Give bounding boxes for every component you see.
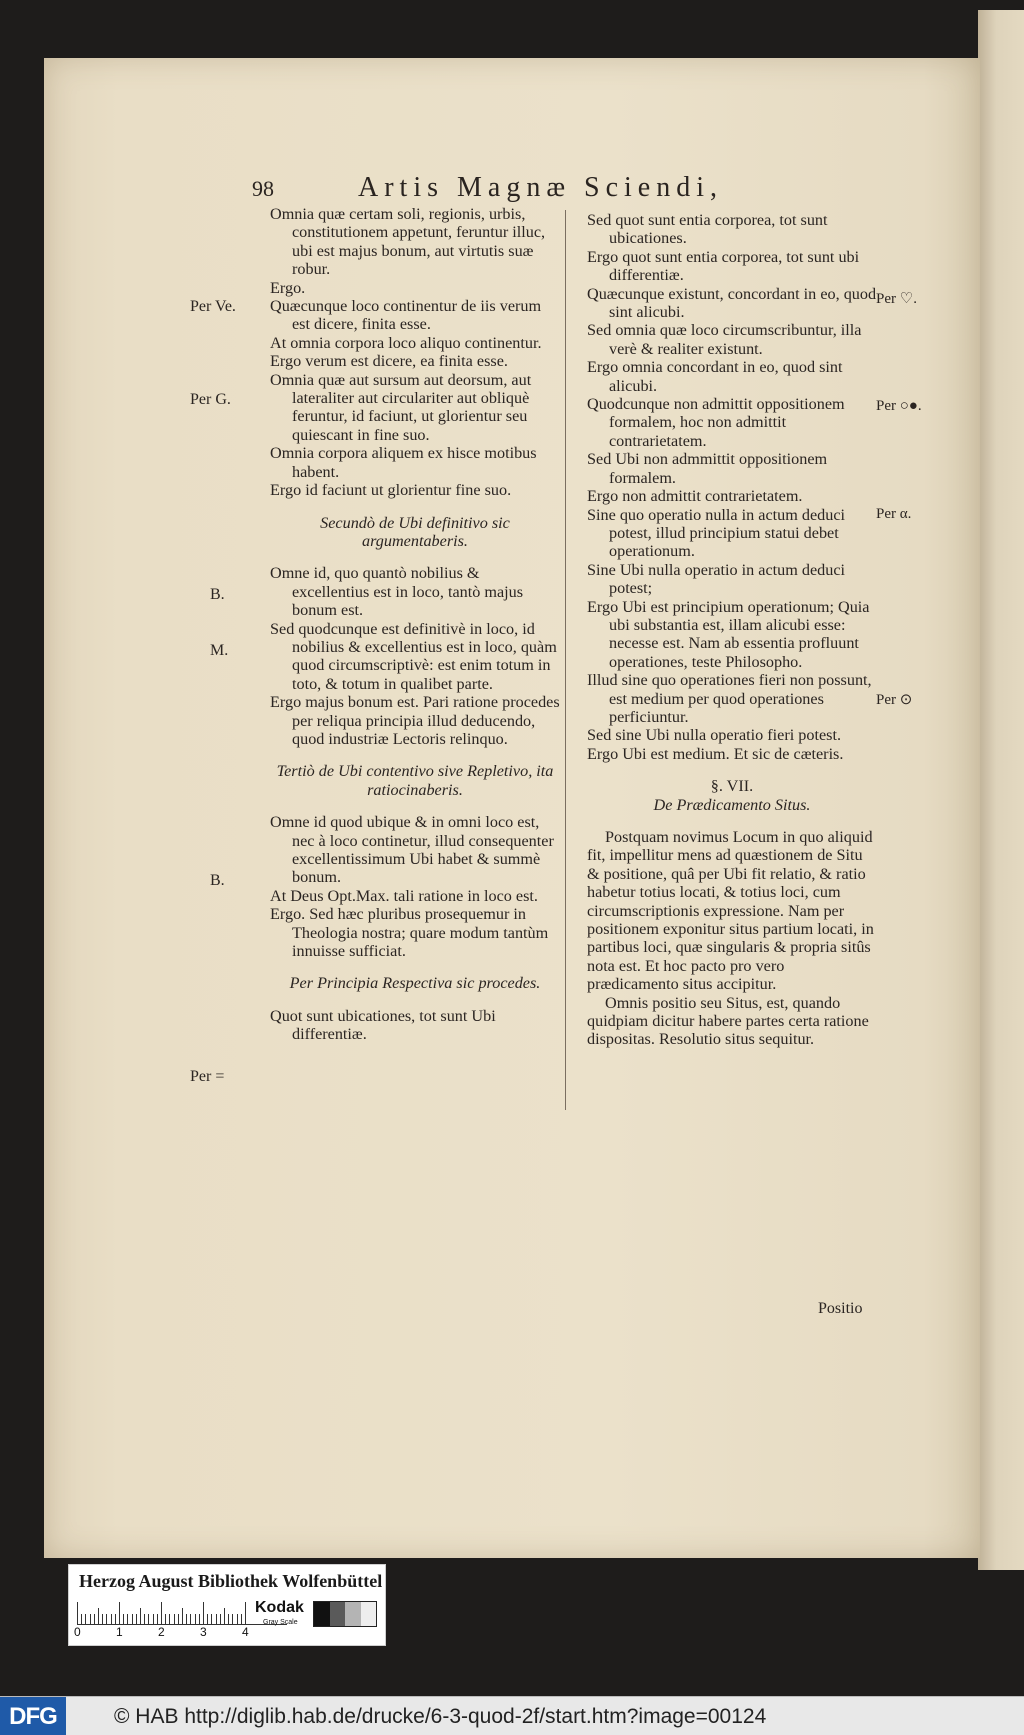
kodak-logo: Kodak (255, 1599, 304, 1616)
ruler-tick (174, 1614, 175, 1624)
paragraph-gap (270, 993, 560, 1007)
margin-note: Per ♡. (876, 291, 917, 307)
footer-bar (0, 1696, 1024, 1735)
gray-step (345, 1602, 361, 1626)
text-paragraph: At omnia corpora loco aliquo continentur. (270, 333, 542, 352)
ruler-tick (224, 1608, 225, 1624)
text-paragraph: Sed omnia quæ loco circumscribuntur, illa verè & realiter existunt. (587, 321, 862, 358)
margin-note: Per Ve. (190, 298, 236, 315)
ruler-tick (237, 1614, 238, 1624)
ruler-tick (199, 1614, 200, 1624)
text-paragraph: De Prædicamento Situs. (653, 795, 811, 814)
text-paragraph: Omnis positio seu Situs, est, quando quidpiam dicitur habere partes certa ratione dispositas. Resolutio situs sequitur. (587, 993, 869, 1049)
facing-page-edge (978, 10, 1024, 1570)
left-text-column (270, 205, 560, 1044)
text-paragraph: Quodcunque non admittit oppositionem formalem, hoc non admittit contrarietatem. (587, 395, 845, 450)
margin-note: B. (210, 586, 225, 603)
margin-note: M. (210, 642, 229, 659)
ruler-number: 3 (200, 1625, 207, 1639)
ruler-tick (195, 1614, 196, 1624)
text-paragraph: Sine quo operatio nulla in actum deduci potest, illud principium statui debet operationum. (587, 505, 846, 561)
ruler-tick (220, 1614, 221, 1624)
gray-step (330, 1602, 346, 1626)
text-paragraph: Ergo Ubi est principium operationum; Quia ubi substantia est, illam alicubi esse: necesse est. Nam ab essentia profluunt operationes, teste Philosopho. (587, 597, 870, 671)
ruler-tick (169, 1614, 170, 1624)
text-paragraph: Ergo. (270, 278, 306, 297)
ruler-tick (81, 1614, 82, 1624)
ruler-tick (216, 1614, 217, 1624)
ruler-tick (106, 1614, 107, 1624)
text-paragraph: At Deus Opt.Max. tali ratione in loco est. (270, 886, 538, 905)
text-paragraph: Tertiò de Ubi contentivo sive Repletivo, ita ratiocinaberis. (276, 762, 554, 799)
ruler-tick (207, 1614, 208, 1624)
margin-note: B. (210, 872, 225, 889)
ruler-tick (98, 1608, 99, 1624)
text-paragraph: Omne id, quo quantò nobilius & excellentius est in loco, tantò majus bonum est. (270, 564, 524, 620)
kodak-subtitle: Gray Scale (263, 1619, 298, 1626)
text-paragraph: Sed sine Ubi nulla operatio fieri potest. (587, 726, 841, 745)
ruler-tick (136, 1614, 137, 1624)
ruler-tick (127, 1614, 128, 1624)
text-paragraph: Quæcunque loco continentur de iis verum est dicere, finita esse. (270, 297, 542, 334)
ruler-tick (157, 1614, 158, 1624)
text-paragraph: Ergo. Sed hæc pluribus prosequemur in Theologia nostra; quare modum tantùm innuisse sufficiat. (270, 905, 549, 961)
margin-note: Per ○●. (876, 398, 922, 414)
margin-note: Per ⊙ (876, 692, 913, 708)
margin-note: Per G. (190, 391, 231, 408)
text-paragraph: Sed Ubi non admmittit oppositionem formalem. (587, 450, 828, 487)
ruler-tick (182, 1608, 183, 1624)
ruler-tick (178, 1614, 179, 1624)
ruler-tick (85, 1614, 86, 1624)
margin-note: Per α. (876, 506, 912, 522)
text-paragraph: Per Principia Respectiva sic procedes. (289, 974, 541, 993)
ruler-tick (111, 1614, 112, 1624)
gray-scale-bar (313, 1601, 377, 1627)
text-paragraph: Sed quodcunque est definitivè in loco, id nobilius & excellentius est in loco, quàm quod circumscriptivè: est enim totum in toto, & totum in qualibet parte. (270, 619, 557, 693)
text-paragraph: §. VII. (710, 777, 754, 796)
ruler-tick (144, 1614, 145, 1624)
text-paragraph: Ergo majus bonum est. Pari ratione procedes per reliqua principia illud deducendo, quod industriæ Lectoris relinquo. (270, 693, 560, 748)
text-paragraph: Sine Ubi nulla operatio in actum deduci potest; (587, 560, 846, 598)
right-text-column (587, 211, 877, 1049)
text-paragraph: Omnia quæ aut sursum aut deorsum, aut lateraliter aut circulariter aut obliquè feruntur, id faciunt, ut glorientur seu quiescant in fine suo. (270, 370, 532, 444)
text-paragraph: Ergo Ubi est medium. Et sic de cæteris. (587, 744, 844, 763)
text-paragraph: Secundò de Ubi definitivo sic argumentaberis. (320, 513, 510, 550)
paragraph-gap (587, 763, 877, 777)
ruler-tick (115, 1614, 116, 1624)
paragraph-gap (270, 960, 560, 974)
ruler-tick (77, 1602, 78, 1624)
ruler-tick (123, 1614, 124, 1624)
paragraph-gap (587, 814, 877, 828)
paragraph-gap (270, 799, 560, 813)
copyright-link[interactable]: © HAB http://diglib.hab.de/drucke/6-3-quod-2f/start.htm?image=00124 (114, 1705, 767, 1728)
ruler-number: 2 (158, 1625, 165, 1639)
text-paragraph: Ergo quot sunt entia corporea, tot sunt ubi differentiæ. (587, 247, 860, 285)
text-paragraph: Omne id quod ubique & in omni loco est, nec à loco continetur, illud consequenter excellentissimum Ubi habet & summè bonum. (270, 813, 554, 887)
dfg-logo[interactable]: DFG (0, 1697, 66, 1735)
ruler-tick (140, 1608, 141, 1624)
text-paragraph: Sed quot sunt entia corporea, tot sunt ubicationes. (587, 211, 828, 248)
paragraph-gap (270, 550, 560, 564)
page-number: 98 (252, 176, 274, 201)
text-paragraph: Quot sunt ubicationes, tot sunt Ubi differentiæ. (270, 1006, 496, 1044)
margin-note: Per = (190, 1068, 225, 1085)
text-paragraph: Illud sine quo operationes fieri non possunt, est medium per quod operationes perficiuntur. (587, 671, 872, 726)
ruler-tick (161, 1602, 162, 1624)
ruler-tick (241, 1614, 242, 1624)
paragraph-gap (270, 748, 560, 762)
running-title: Artis Magnæ Sciendi, (358, 172, 723, 203)
text-paragraph: Ergo omnia concordant in eo, quod sint alicubi. (587, 358, 843, 395)
ruler-tick (190, 1614, 191, 1624)
ruler-tick (232, 1614, 233, 1624)
text-paragraph: Ergo non admittit contrarietatem. (587, 487, 803, 506)
ruler-tick (153, 1614, 154, 1624)
text-paragraph: Ergo verum est dicere, ea finita esse. (270, 352, 508, 371)
text-paragraph: Omnia quæ certam soli, regionis, urbis, constitutionem appetunt, feruntur illuc, ubi est majus bonum, aut virtutis suæ robur. (270, 205, 546, 279)
ruler-tick (132, 1614, 133, 1624)
ruler-tick (94, 1614, 95, 1624)
ruler-number: 0 (74, 1625, 81, 1639)
ruler-tick (245, 1602, 246, 1624)
column-divider (565, 210, 566, 1110)
paragraph-gap (270, 500, 560, 514)
ruler-number: 4 (242, 1625, 249, 1639)
library-name: Herzog August Bibliothek Wolfenbüttel (79, 1571, 383, 1591)
ruler-tick (186, 1614, 187, 1624)
ruler-number: 1 (116, 1625, 123, 1639)
gray-step (314, 1602, 330, 1626)
ruler-tick (211, 1614, 212, 1624)
catchword: Positio (818, 1300, 863, 1317)
library-color-card (68, 1564, 386, 1646)
ruler-tick (148, 1614, 149, 1624)
ruler-tick (119, 1602, 120, 1624)
text-paragraph: Quæcunque existunt, concordant in eo, quod sint alicubi. (587, 284, 877, 322)
text-paragraph: Omnia corpora aliquem ex hisce motibus habent. (270, 444, 537, 481)
text-paragraph: Ergo id faciunt ut glorientur fine suo. (270, 481, 512, 500)
ruler-tick (228, 1614, 229, 1624)
ruler-tick (102, 1614, 103, 1624)
gray-step (361, 1602, 377, 1626)
text-paragraph: Postquam novimus Locum in quo aliquid fit, impellitur mens ad quæstionem de Situ & positione, quâ per Ubi fit relatio, & ratio habetur totius locati, & totius loci, cum circumscriptionis expressione. Nam per positionem exponitur situs partium locati, in partibus loci, quæ singularis & propria sitûs nota est. Et hoc pacto pro vero prædicamento situs accipitur. (587, 828, 874, 994)
ruler-tick (165, 1614, 166, 1624)
ruler-tick (90, 1614, 91, 1624)
ruler-tick (203, 1602, 204, 1624)
